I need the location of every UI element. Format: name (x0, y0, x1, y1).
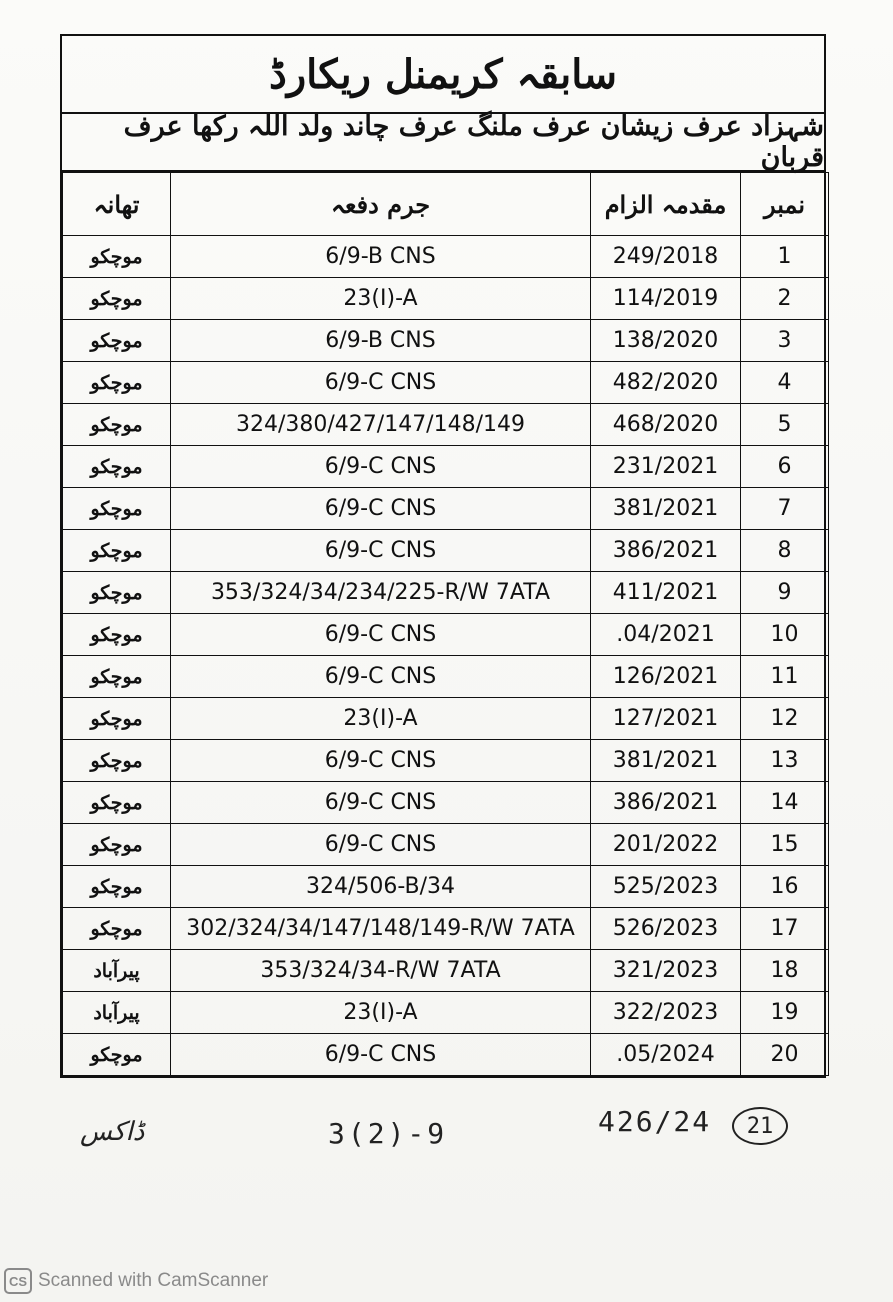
cell-station: موچکو (63, 614, 171, 656)
cell-station: پیرآباد (63, 950, 171, 992)
cell-station: موچکو (63, 1034, 171, 1076)
cell-case: 114/2019 (591, 278, 741, 320)
table-row (63, 236, 829, 278)
camscanner-logo-icon: CS (4, 1268, 32, 1294)
cell-section: 6/9-B CNS (171, 320, 591, 362)
cell-station: موچکو (63, 278, 171, 320)
cell-number: 19 (741, 992, 829, 1034)
cell-section: 6/9-C CNS (171, 782, 591, 824)
cell-case: 525/2023 (591, 866, 741, 908)
cell-number: 13 (741, 740, 829, 782)
criminal-record-document (60, 34, 826, 1078)
cell-number: 7 (741, 488, 829, 530)
cell-section: 6/9-C CNS (171, 740, 591, 782)
table-row (63, 656, 829, 698)
cell-station: موچکو (63, 572, 171, 614)
cell-number: 11 (741, 656, 829, 698)
cell-station: موچکو (63, 782, 171, 824)
cell-section: 6/9-C CNS (171, 362, 591, 404)
cell-number: 15 (741, 824, 829, 866)
handwritten-number: 21 (732, 1107, 788, 1145)
cell-station: موچکو (63, 740, 171, 782)
cell-case: 201/2022 (591, 824, 741, 866)
header-number: نمبر (741, 173, 829, 236)
cell-station: موچکو (63, 446, 171, 488)
cell-station: موچکو (63, 320, 171, 362)
cell-section: 353/324/34-R/W 7ATA (171, 950, 591, 992)
cell-case: .05/2024 (591, 1034, 741, 1076)
cell-section: 324/380/427/147/148/149 (171, 404, 591, 446)
cell-station: موچکو (63, 530, 171, 572)
cell-number: 16 (741, 866, 829, 908)
table-row (63, 614, 829, 656)
table-row (63, 992, 829, 1034)
cell-case: 386/2021 (591, 530, 741, 572)
cell-station: موچکو (63, 404, 171, 446)
cell-number: 12 (741, 698, 829, 740)
table-row (63, 446, 829, 488)
table-row (63, 740, 829, 782)
cell-station: موچکو (63, 236, 171, 278)
header-case: مقدمہ الزام (591, 173, 741, 236)
handwritten-section: 3(2)-9 (328, 1117, 448, 1150)
table-row (63, 404, 829, 446)
document-title: سابقہ کریمنل ریکارڈ (62, 36, 824, 114)
handwritten-case: 426/24 (598, 1105, 712, 1138)
records-table (62, 172, 829, 1076)
handwritten-footer (60, 1105, 826, 1165)
cell-number: 20 (741, 1034, 829, 1076)
header-station: تھانہ (63, 173, 171, 236)
table-row (63, 530, 829, 572)
cell-section: 324/506-B/34 (171, 866, 591, 908)
cell-station: موچکو (63, 656, 171, 698)
cell-section: 6/9-C CNS (171, 446, 591, 488)
cell-case: 386/2021 (591, 782, 741, 824)
cell-station: موچکو (63, 908, 171, 950)
cell-case: .04/2021 (591, 614, 741, 656)
cell-section: 6/9-C CNS (171, 656, 591, 698)
cell-case: 381/2021 (591, 488, 741, 530)
cell-section: 23(I)-A (171, 278, 591, 320)
cell-number: 1 (741, 236, 829, 278)
cell-number: 18 (741, 950, 829, 992)
table-row (63, 950, 829, 992)
table-row (63, 782, 829, 824)
cell-number: 17 (741, 908, 829, 950)
cell-section: 6/9-C CNS (171, 824, 591, 866)
cell-section: 6/9-C CNS (171, 488, 591, 530)
cell-number: 14 (741, 782, 829, 824)
cell-section: 353/324/34/234/225-R/W 7ATA (171, 572, 591, 614)
table-header-row (63, 173, 829, 236)
cell-number: 8 (741, 530, 829, 572)
table-row (63, 320, 829, 362)
cell-case: 138/2020 (591, 320, 741, 362)
cell-number: 10 (741, 614, 829, 656)
cell-station: موچکو (63, 866, 171, 908)
camscanner-watermark (4, 1266, 268, 1296)
cell-section: 6/9-C CNS (171, 530, 591, 572)
table-row (63, 866, 829, 908)
table-row (63, 824, 829, 866)
cell-case: 322/2023 (591, 992, 741, 1034)
cell-station: موچکو (63, 488, 171, 530)
cell-number: 3 (741, 320, 829, 362)
camscanner-text: Scanned with CamScanner (38, 1270, 269, 1291)
cell-case: 127/2021 (591, 698, 741, 740)
cell-case: 381/2021 (591, 740, 741, 782)
table-row (63, 1034, 829, 1076)
cell-section: 6/9-C CNS (171, 614, 591, 656)
cell-number: 2 (741, 278, 829, 320)
table-row (63, 698, 829, 740)
cell-case: 321/2023 (591, 950, 741, 992)
cell-section: 23(I)-A (171, 698, 591, 740)
cell-case: 526/2023 (591, 908, 741, 950)
header-section: جرم دفعہ (171, 173, 591, 236)
cell-section: 23(I)-A (171, 992, 591, 1034)
cell-station: موچکو (63, 824, 171, 866)
handwritten-sign: ڈاکس (80, 1117, 145, 1147)
cell-number: 4 (741, 362, 829, 404)
cell-case: 411/2021 (591, 572, 741, 614)
cell-station: موچکو (63, 698, 171, 740)
cell-case: 231/2021 (591, 446, 741, 488)
table-row (63, 362, 829, 404)
table-row (63, 488, 829, 530)
cell-number: 5 (741, 404, 829, 446)
cell-number: 9 (741, 572, 829, 614)
cell-case: 249/2018 (591, 236, 741, 278)
table-row (63, 572, 829, 614)
cell-case: 482/2020 (591, 362, 741, 404)
cell-number: 6 (741, 446, 829, 488)
cell-section: 6/9-B CNS (171, 236, 591, 278)
cell-case: 468/2020 (591, 404, 741, 446)
table-row (63, 278, 829, 320)
cell-case: 126/2021 (591, 656, 741, 698)
cell-station: پیرآباد (63, 992, 171, 1034)
cell-station: موچکو (63, 362, 171, 404)
cell-section: 302/324/34/147/148/149-R/W 7ATA (171, 908, 591, 950)
person-name: شہزاد عرف زیشان عرف ملنگ عرف چاند ولد اللہ رکھا عرف قربان (62, 114, 824, 172)
table-body (63, 236, 829, 1076)
table-row (63, 908, 829, 950)
cell-section: 6/9-C CNS (171, 1034, 591, 1076)
